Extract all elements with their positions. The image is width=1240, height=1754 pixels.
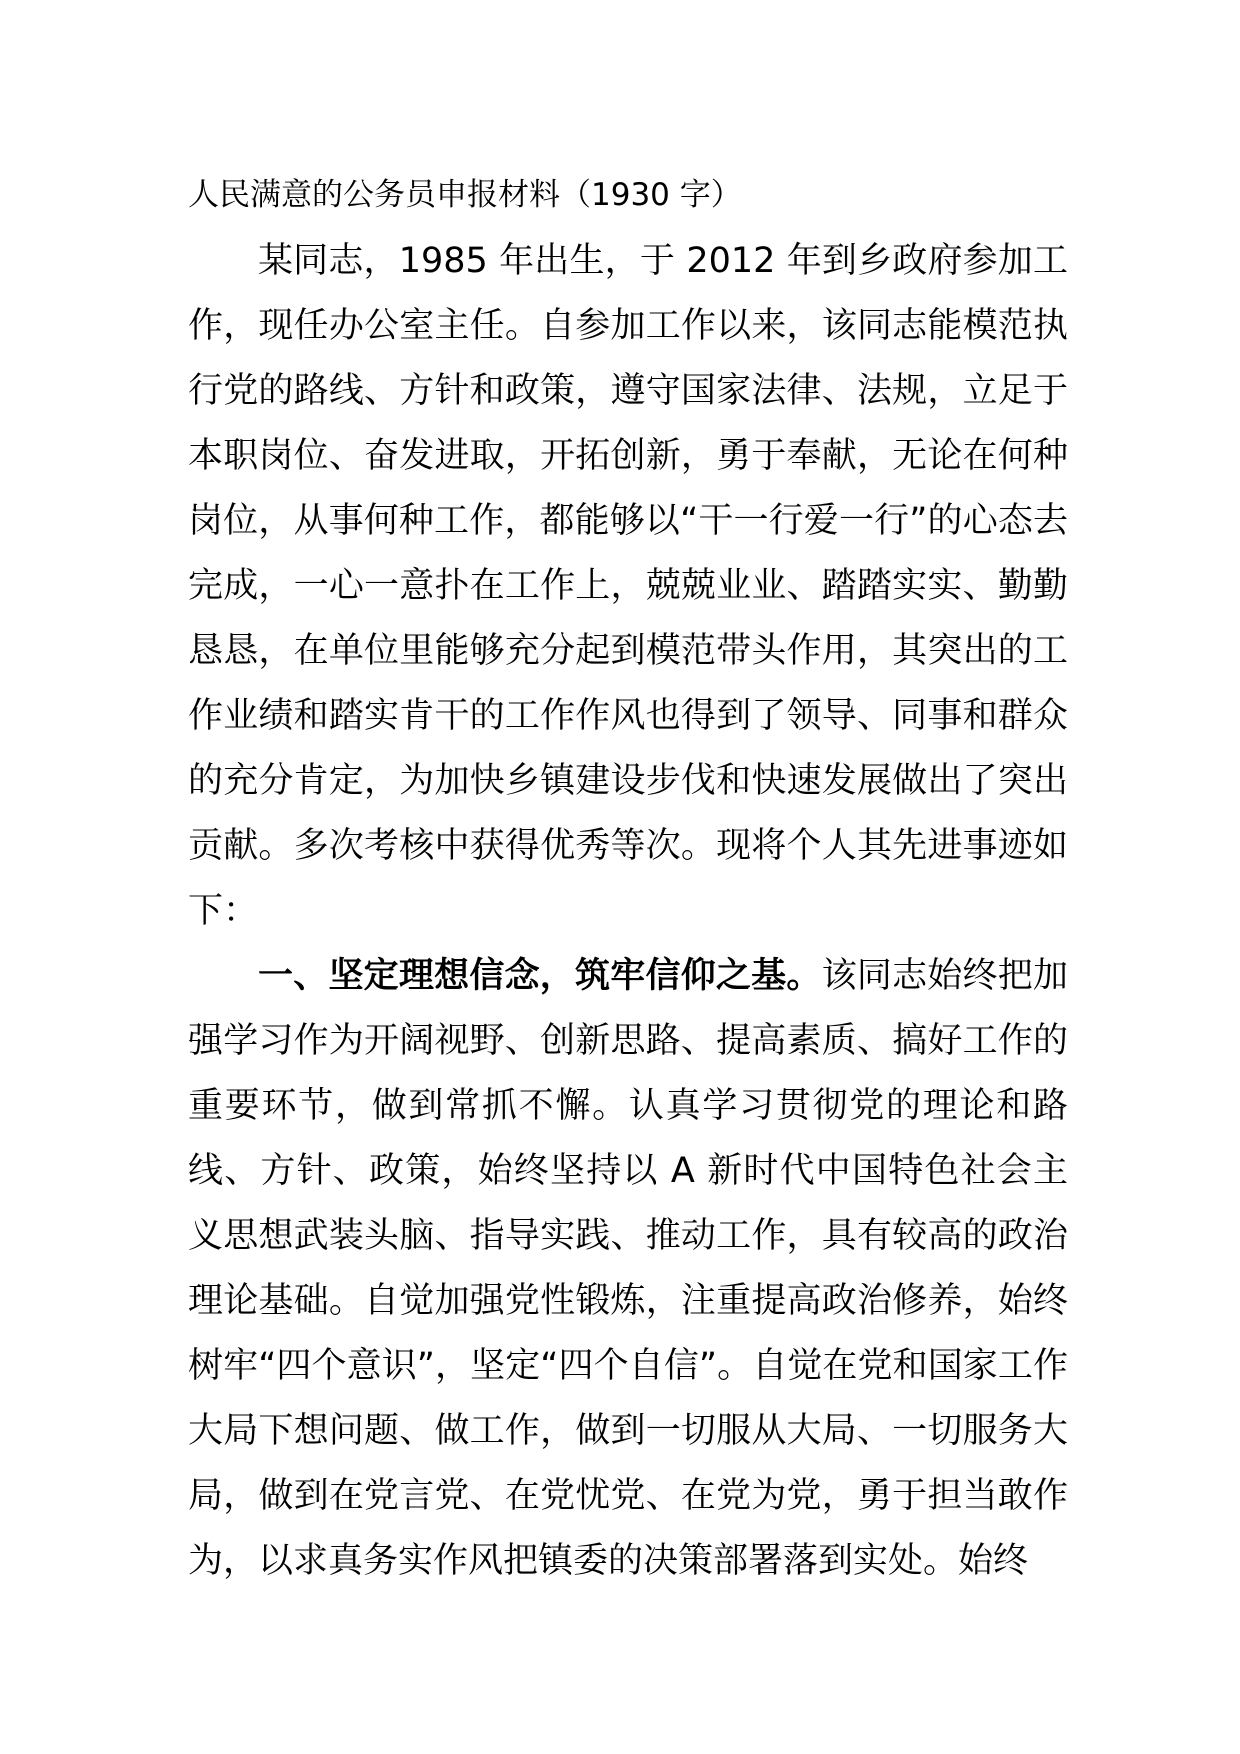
section-one-heading: 一、坚定理想信念，筑牢信仰之基。 [258,956,822,996]
paragraph-section-one [188,944,1068,1594]
paragraph-intro [188,229,1068,944]
paragraph-intro-text: 某同志，1985 年出生，于 2012 年到乡政府参加工作，现任办公室主任。自参加工作以来，该同志能模范执行党的路线、方针和政策，遵守国家法律、法规，立足于本职岗位、奋发进取，开拓创新，勇于奉献，无论在何种岗位，从事何种工作，都能够以“干一行爱一行”的心态去完成，一心一意扑在工作上，兢兢业业、踏踏实实、勤勤恳恳，在单位里能够充分起到模范带头作用，其突出的工作业绩和踏实肯干的工作作风也得到了领导、同事和群众的充分肯定，为加快乡镇建设步伐和快速发展做出了突出贡献。多次考核中获得优秀等次。现将个人其先进事迹如下： [188,241,1068,931]
document-body [188,229,1068,1594]
section-one-text: 该同志始终把加强学习作为开阔视野、创新思路、提高素质、搞好工作的重要环节，做到常抓不懈。认真学习贯彻党的理论和路线、方针、政策，始终坚持以 A 新时代中国特色社会主义思想武装头脑、指导实践、推动工作，具有较高的政治理论基础。自觉加强党性锻炼，注重提高政治修养，始终树牢“四个意识”，坚定“四个自信”。自觉在党和国家工作大局下想问题、做工作，做到一切服从大局、一切服务大局，做到在党言党、在党忧党、在党为党，勇于担当敢作为，以求真务实作风把镇委的决策部署落到实处。始终 [188,956,1068,1581]
document-title: 人民满意的公务员申报材料（1930 字） [188,177,742,213]
